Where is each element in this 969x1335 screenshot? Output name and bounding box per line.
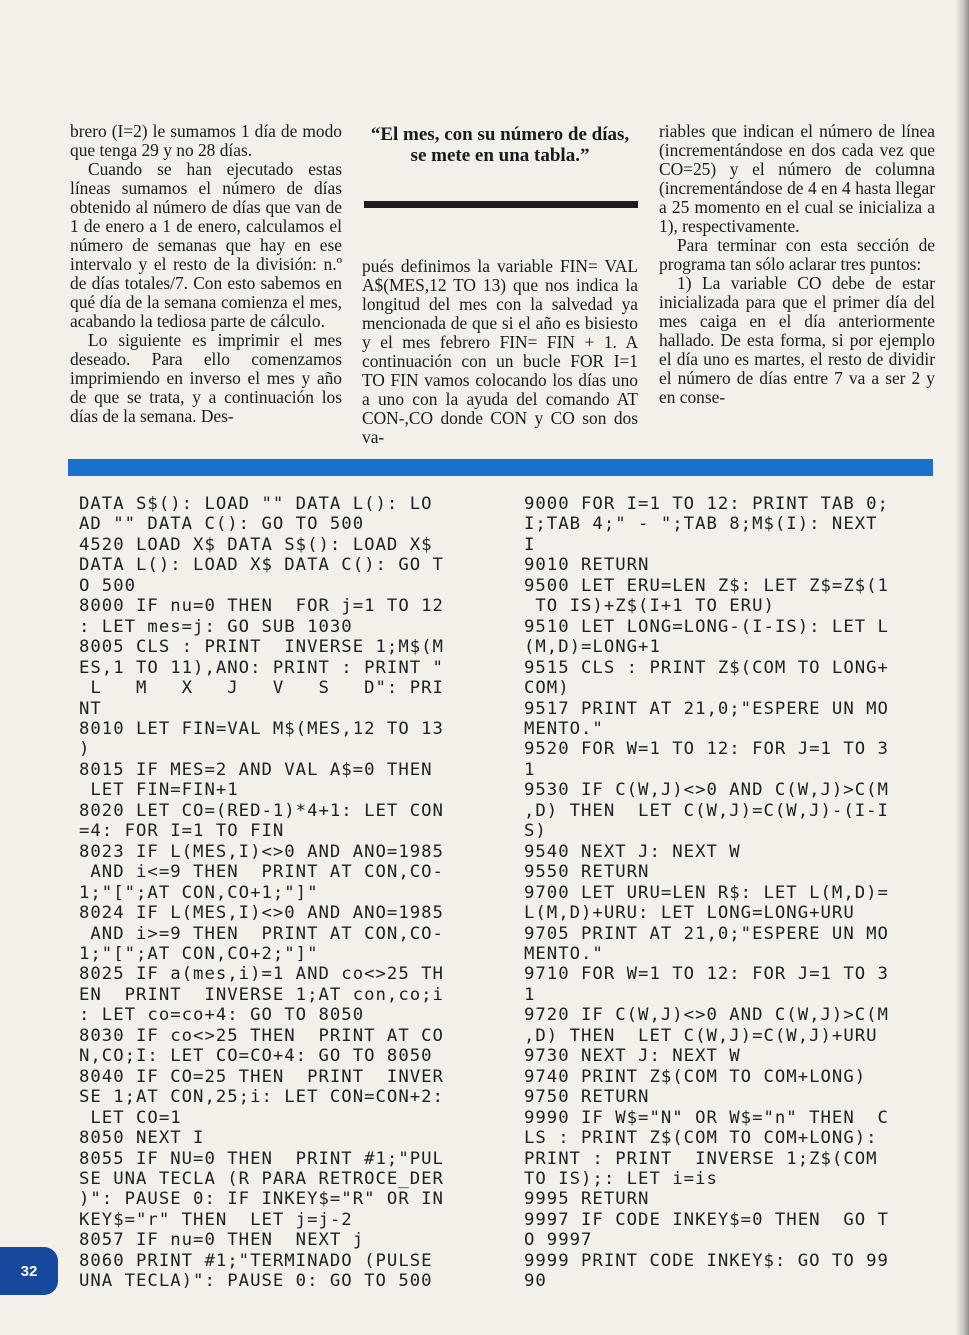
code-line: MENTO." [524,718,604,739]
code-line: NT [79,698,102,719]
article-column-1 [70,122,342,426]
paragraph: 1) La variable CO debe de estar inicializada para que el primer día del mes caiga en el día anteriormente hallado. De esta forma, si por ejemplo el día uno es martes, el resto de dividir el número de días entre 7 va a ser 2 y en conse- [659,273,935,407]
code-line: LET FIN=FIN+1 [79,780,239,801]
code-line: 9550 RETURN [524,862,650,883]
code-line: I;TAB 4;" - ";TAB 8;M$(I): NEXT [524,514,878,535]
code-line: N,CO;I: LET CO=CO+4: GO TO 8050 [79,1046,433,1067]
code-line: =4: FOR I=1 TO FIN [79,821,285,842]
code-line: TO IS);: LET i=is [524,1168,718,1189]
article-column-3 [659,122,935,407]
code-line: 9520 FOR W=1 TO 12: FOR J=1 TO 3 [524,739,889,760]
code-line: 8024 IF L(MES,I)<>0 AND ANO=1985 [79,903,444,924]
code-line: 9530 IF C(W,J)<>0 AND C(W,J)>C(M [524,780,889,801]
code-line: 1;"[";AT CON,CO+1;"]" [79,882,319,903]
code-line: 9730 NEXT J: NEXT W [524,1046,741,1067]
program-listing-left [79,494,444,1292]
code-line: O 9997 [524,1230,593,1251]
pull-quote-rule [364,201,638,208]
code-line: 8030 IF co<>25 THEN PRINT AT CO [79,1025,444,1046]
paragraph: Para terminar con esta sección de programa tan sólo aclarar tres puntos: [659,235,935,274]
code-line: S) [524,821,547,842]
code-line: MENTO." [524,943,604,964]
code-line: COM) [524,678,570,699]
code-line: 8010 LET FIN=VAL M$(MES,12 TO 13 [79,718,444,739]
code-line: 9000 FOR I=1 TO 12: PRINT TAB 0; [524,494,889,514]
code-line: L(M,D)+URU: LET LONG=LONG+URU [524,903,855,924]
paragraph: brero (I=2) le sumamos 1 día de modo que tenga 29 y no 28 días. [70,121,342,160]
pull-quote: “El mes, con su número de días, se mete en una tabla.” [370,124,630,166]
code-line: : LET mes=j: GO SUB 1030 [79,616,353,637]
code-line: 9997 IF CODE INKEY$=0 THEN GO T [524,1209,889,1230]
code-line: 9010 RETURN [524,555,650,576]
code-line: 8055 IF NU=0 THEN PRINT #1;"PUL [79,1148,444,1169]
code-line: LS : PRINT Z$(COM TO COM+LONG): [524,1128,878,1149]
code-line: 9710 FOR W=1 TO 12: FOR J=1 TO 3 [524,964,889,985]
code-line: 8015 IF MES=2 AND VAL A$=0 THEN [79,759,433,780]
code-line: DATA L(): LOAD X$ DATA C(): GO T [79,555,444,576]
section-divider-bar [68,459,933,476]
code-line: TO IS)+Z$(I+1 TO ERU) [524,596,775,617]
code-line: L M X J V S D": PRI [79,678,444,699]
code-line: 1 [524,759,536,780]
code-line: 9720 IF C(W,J)<>0 AND C(W,J)>C(M [524,1005,889,1026]
code-line: I [524,534,536,555]
code-line: 1;"[";AT CON,CO+2;"]" [79,943,319,964]
code-line: 4520 LOAD X$ DATA S$(): LOAD X$ [79,534,433,555]
paragraph: riables que indican el número de línea (incrementándose en dos cada vez que CO=25) y el número de columna (incrementándose de 4 en 4 hasta llegar a 25 momento en el cual se inicializa a 1), respectivamente. [659,121,935,236]
code-line: )": PAUSE 0: IF INKEY$="R" OR IN [79,1189,444,1210]
paragraph: Cuando se han ejecutado estas líneas sumamos el número de días obtenido al número de días que van de 1 de enero a 1 de enero, calculamos el número de semanas que hay en ese intervalo y el resto de la división: n.º de días totales/7. Con esto sabemos en qué día de la semana comienza el mes, acabando la tediosa parte de cálculo. [70,159,342,331]
code-line: 1 [524,984,536,1005]
code-line: 8005 CLS : PRINT INVERSE 1;M$(M [79,637,444,658]
code-line: (M,D)=LONG+1 [524,637,661,658]
code-line: ,D) THEN LET C(W,J)=C(W,J)-(I-I [524,800,889,821]
code-line: 9750 RETURN [524,1087,650,1108]
code-line: 8057 IF nu=0 THEN NEXT j [79,1230,365,1251]
code-line: AD "" DATA C(): GO TO 500 [79,514,365,535]
code-line: 90 [524,1271,547,1292]
page-number: 32 [20,1262,38,1280]
code-line: SE UNA TECLA (R PARA RETROCE_DER [79,1168,444,1189]
code-line: AND i<=9 THEN PRINT AT CON,CO- [79,862,444,883]
code-line: 8040 IF CO=25 THEN PRINT INVER [79,1066,444,1087]
code-line: 8050 NEXT I [79,1128,205,1149]
code-line: 9700 LET URU=LEN R$: LET L(M,D)= [524,882,889,903]
page-number-tab [0,1247,58,1295]
code-line: SE 1;AT CON,25;i: LET CON=CON+2: [79,1087,444,1108]
code-line: PRINT : PRINT INVERSE 1;Z$(COM [524,1148,878,1169]
code-line: 9999 PRINT CODE INKEY$: GO TO 99 [524,1250,889,1271]
code-line: 9517 PRINT AT 21,0;"ESPERE UN MO [524,698,889,719]
code-line: 9995 RETURN [524,1189,650,1210]
program-listing-right [524,494,889,1292]
code-line: 9540 NEXT J: NEXT W [524,841,741,862]
code-line: 9990 IF W$="N" OR W$="n" THEN C [524,1107,889,1128]
code-line: 8025 IF a(mes,i)=1 AND co<>25 TH [79,964,444,985]
code-line: KEY$="r" THEN LET j=j-2 [79,1209,353,1230]
code-line: 9740 PRINT Z$(COM TO COM+LONG) [524,1066,867,1087]
code-line: 8000 IF nu=0 THEN FOR j=1 TO 12 [79,596,444,617]
code-line: AND i>=9 THEN PRINT AT CON,CO- [79,923,444,944]
article-column-2 [362,257,638,447]
code-line: 9500 LET ERU=LEN Z$: LET Z$=Z$(1 [524,575,889,596]
page-edge-shadow [955,0,969,1335]
code-line: 9510 LET LONG=LONG-(I-IS): LET L [524,616,889,637]
paragraph: Lo siguiente es imprimir el mes deseado. Para ello comenzamos imprimiendo en inverso el mes y año de que se trata, y a continuación los días de la semana. Des- [70,330,342,426]
code-line: : LET co=co+4: GO TO 8050 [79,1005,365,1026]
code-line: 8060 PRINT #1;"TERMINADO (PULSE [79,1250,433,1271]
code-line: ES,1 TO 11),ANO: PRINT : PRINT " [79,657,444,678]
code-line: UNA TECLA)": PAUSE 0: GO TO 500 [79,1271,433,1292]
code-line: O 500 [79,575,137,596]
code-line: LET CO=1 [79,1107,182,1128]
code-line: EN PRINT INVERSE 1;AT con,co;i [79,984,444,1005]
code-line: 8020 LET CO=(RED-1)*4+1: LET CON [79,800,444,821]
code-line: 9705 PRINT AT 21,0;"ESPERE UN MO [524,923,889,944]
code-line: 8023 IF L(MES,I)<>0 AND ANO=1985 [79,841,444,862]
code-line: ,D) THEN LET C(W,J)=C(W,J)+URU [524,1025,878,1046]
code-line: ) [79,739,91,760]
code-line: DATA S$(): LOAD "" DATA L(): LO [79,494,433,514]
code-line: 9515 CLS : PRINT Z$(COM TO LONG+ [524,657,889,678]
paragraph: pués definimos la variable FIN= VAL A$(MES,12 TO 13) que nos indica la longitud del mes con la salvedad ya mencionada de que si el año es bisiesto y el mes febrero FIN= FIN + 1. A continuación con un bucle FOR I=1 TO FIN vamos colocando los días uno a uno con la ayuda del comando AT CON-,CO donde CON y CO son dos va- [362,256,638,447]
